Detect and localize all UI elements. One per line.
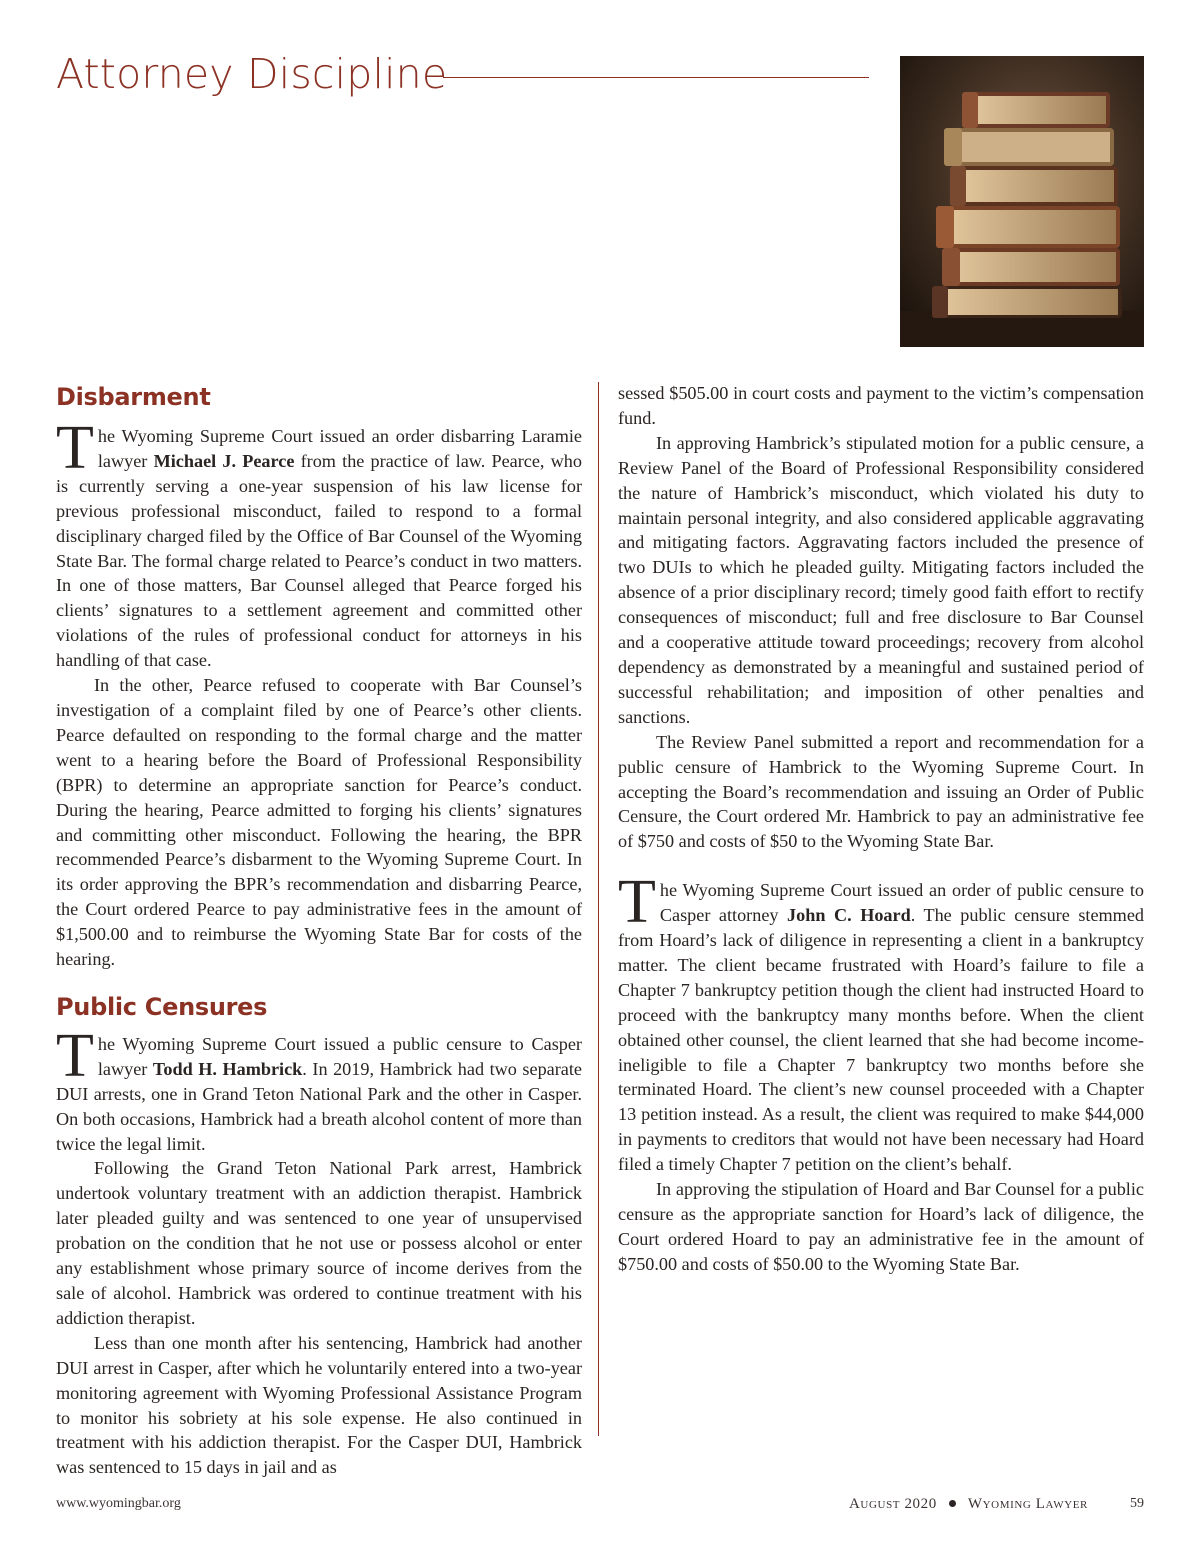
drop-cap: T	[56, 414, 94, 482]
left-column	[56, 380, 582, 1480]
drop-cap: T	[56, 1021, 94, 1090]
hambrick-paragraph-3-continued: sessed $505.00 in court costs and payment to the victim’s compensation fund.	[618, 383, 1144, 428]
footer-publication: Wyoming Lawyer	[967, 1496, 1088, 1512]
attorney-name-hambrick: Todd H. Hambrick	[152, 1058, 303, 1079]
attorney-name-pearce: Michael J. Pearce	[153, 450, 295, 471]
right-column	[618, 380, 1144, 1277]
page-title: Attorney Discipline	[56, 50, 448, 98]
hambrick-paragraph-4: In approving Hambrick’s stipulated motion for a public censure, a Review Panel of the Board of Professional Responsibility considered the nature of Hambrick’s misconduct, which violated his duty to maintain personal integrity, and also considered applicable aggravating and mitigating factors. Aggravating factors included the presence of two DUIs to which he pleaded guilty. Mitigating factors included the absence of a prior disciplinary record; timely good faith effort to rectify consequences of misconduct; full and free disclosure to Bar Counsel and a cooperative attitude toward proceedings; recovery from alcohol dependency as demonstrated by a meaningful and sustained period of successful rehabilitation; and imposition of other penalties and sanctions.	[618, 432, 1144, 727]
disbarment-paragraph-1	[56, 414, 582, 673]
footer-website-url[interactable]: www.wyomingbar.org	[56, 1496, 181, 1511]
title-rule	[443, 77, 869, 78]
drop-cap: T	[618, 868, 656, 937]
hoard-paragraph-1	[618, 868, 1144, 1177]
hambrick-paragraph-1	[56, 1021, 583, 1157]
hambrick-paragraph-3: Less than one month after his sentencing, Hambrick had another DUI arrest in Casper, after which he voluntarily entered into a two-year monitoring agreement with Wyoming Professional Assistance Program to monitor his sobriety at his sole expense. He also continued in treatment with his addiction therapist. For the Casper DUI, Hambrick was sentenced to 15 days in jail and as	[56, 1332, 582, 1478]
footer-page-number: 59	[1130, 1496, 1144, 1511]
column-divider	[598, 382, 599, 1436]
hambrick-paragraph-2: Following the Grand Teton National Park arrest, Hambrick undertook voluntary treatment with an addiction therapist. Hambrick later pleaded guilty and was sentenced to one year of unsupervised probation on the condition that he not use or possess alcohol or enter any establishment whose primary source of income derives from the sale of alcohol. Hambrick was ordered to continue treatment with his addiction therapist.	[56, 1158, 582, 1328]
heading-public-censures: Public Censures	[56, 992, 268, 1021]
hambrick-paragraph-5: The Review Panel submitted a report and recommendation for a public censure of Hambrick to the Wyoming Supreme Court. In accepting the Board’s recommendation and issuing an Order of Public Censure, the Court ordered Mr. Hambrick to pay an administrative fee of $750 and costs of $50 to the Wyoming State Bar.	[618, 731, 1144, 852]
text-run: . The public censure stemmed from Hoard’s lack of diligence in representing a client in a bankruptcy matter. The client became frustrated with Hoard’s failure to file a Chapter 7 bankruptcy petition though the client had instructed Hoard to proceed with the bankruptcy many months before. When the client obtained other counsel, the client learned that she had become income-ineligible to file a Chapter 7 bankruptcy two months before she terminated Hoard. The client’s new counsel proceeded with a Chapter 13 petition instead. As a result, the client was required to make $44,000 in payments to creditors that would not have been necessary had Hoard filed a timely Chapter 7 petition on the client’s behalf.	[618, 905, 1144, 1175]
hoard-paragraph-2: In approving the stipulation of Hoard and Bar Counsel for a public censure as the appropriate sanction for Hoard’s lack of diligence, the Court ordered Hoard to pay an administrative fee in the amount of $750.00 and costs of $50.00 to the Wyoming State Bar.	[618, 1179, 1144, 1274]
text-run: he Wyoming Supreme Court issued a public censure to Casper lawyer	[97, 1033, 582, 1079]
text-run: . In 2019, Hambrick had two separate DUI arrests, one in Grand Teton National Park and the other in Casper. On both occasions, Hambrick had a breath alcohol content of more than twice the legal limit.	[56, 1058, 583, 1154]
stack-of-old-books-photo	[900, 56, 1144, 347]
footer-issue-date: August 2020	[849, 1496, 937, 1512]
footer-issue	[849, 1496, 1088, 1513]
disbarment-paragraph-2: In the other, Pearce refused to cooperate with Bar Counsel’s investigation of a complaint filed by one of Pearce’s other clients. Pearce defaulted on responding to the formal charge and the matter went to a hearing before the Board of Professional Responsibility (BPR) to determine an appropriate sanction for Pearce’s conduct. During the hearing, Pearce admitted to forging his clients’ signatures and committing other misconduct. Following the hearing, the BPR recommended Pearce’s disbarment to the Wyoming Supreme Court. In its order approving the BPR’s recommendation and disbarring Pearce, the Court ordered Pearce to pay administrative fees in the amount of $1,500.00 and to reimburse the Wyoming State Bar for costs of the hearing.	[56, 675, 582, 970]
text-run: from the practice of law. Pearce, who is currently serving a one-year suspension of his law license for previous professional misconduct, failed to respond to a formal disciplinary charged filed by the Office of Bar Counsel of the Wyoming State Bar. The formal charge related to Pearce’s conduct in two matters. In one of those matters, Bar Counsel alleged that Pearce forged his clients’ signatures to a settlement agreement and committed other violations of the rules of professional conduct for attorneys in his handling of that case.	[56, 450, 582, 671]
text-run: he Wyoming Supreme Court issued an order of public censure to Casper attorney	[659, 880, 1144, 926]
text-run: he Wyoming Supreme Court issued an order disbarring Laramie lawyer	[97, 426, 582, 471]
bullet-icon	[949, 1500, 956, 1507]
attorney-name-hoard: John C. Hoard	[787, 905, 911, 926]
heading-disbarment: Disbarment	[56, 383, 211, 411]
